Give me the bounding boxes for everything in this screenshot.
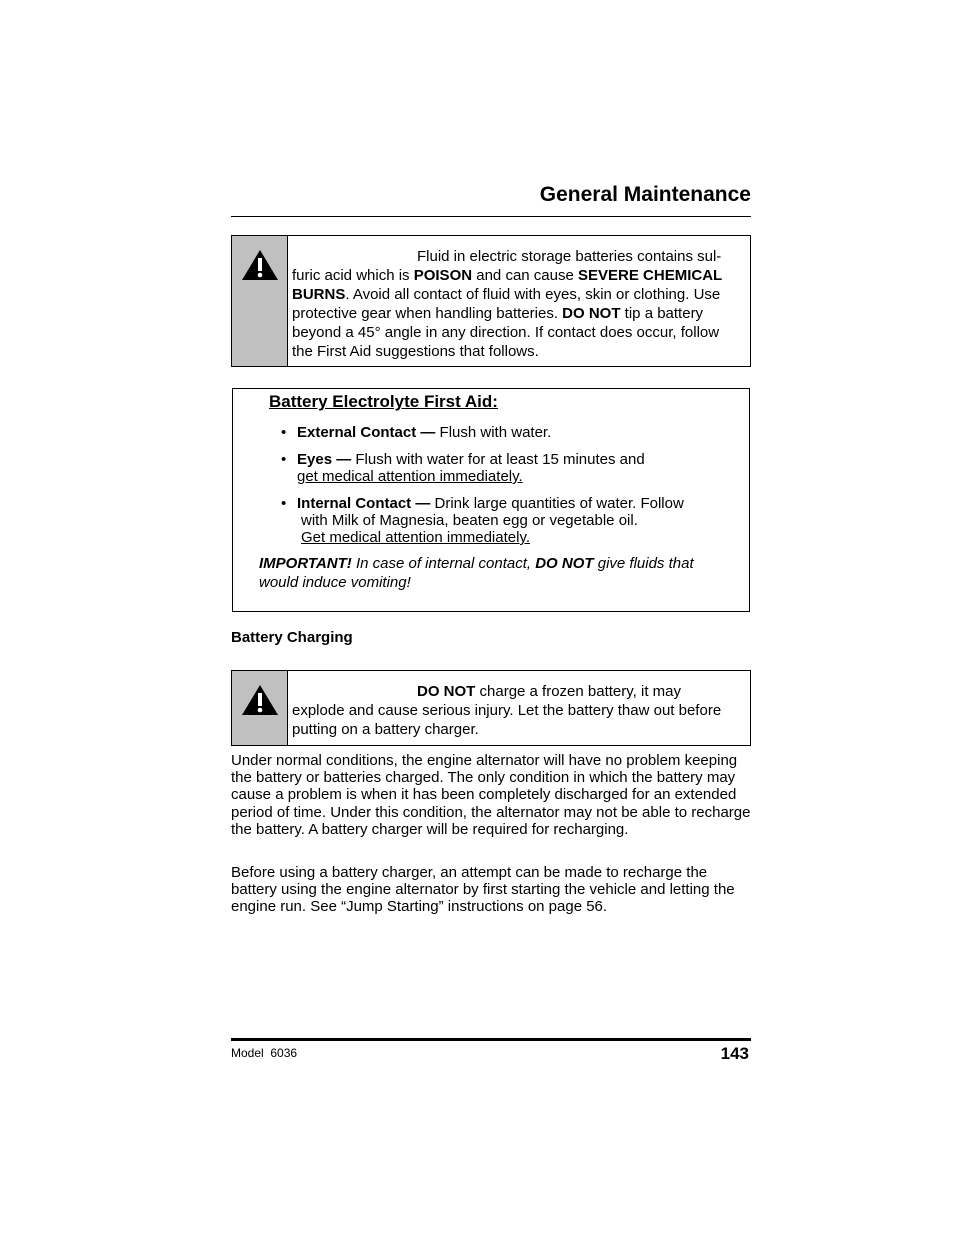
warning-text: Fluid in electric storage batteries contains sul- furic acid which is POISON and can cause SEVERE CHEMICAL BURNS. Avoid all contact of fluid with eyes, skin or clothing. Use protective gear when handling batteries. DO NOT tip a battery beyond a 45° angle in any direction. If contact does occur, follow the First Aid suggestions that follows.	[292, 248, 723, 360]
footer-rule	[231, 1038, 751, 1041]
warning-box-electrolyte	[231, 235, 751, 367]
warning-sidebar	[232, 236, 288, 366]
first-aid-title: Battery Electrolyte First Aid:	[269, 392, 498, 411]
page-number: 143	[720, 1044, 749, 1063]
first-aid-box	[232, 388, 750, 612]
section-title: General Maintenance	[539, 183, 751, 206]
warning-triangle-icon	[240, 248, 280, 282]
important-note: IMPORTANT! In case of internal contact, DO NOT give fluids that would induce vomiting!	[259, 555, 694, 591]
warning-box-frozen-battery	[231, 670, 751, 746]
list-item: • Internal Contact — Drink large quantities of water. Follow with Milk of Magnesia, beaten egg or vegetable oil. Get medical attention immediately.	[281, 495, 684, 546]
warning-triangle-icon	[240, 683, 280, 717]
paragraph-charger: Before using a battery charger, an attempt can be made to recharge the battery using the engine alternator by first starting the vehicle and letting the engine run. See “Jump Starting” instructions on page 56.	[231, 864, 735, 916]
warning-text: DO NOT charge a frozen battery, it may explode and cause serious injury. Let the battery thaw out before putting on a battery charger.	[292, 683, 722, 738]
warning-sidebar	[232, 671, 288, 745]
title-rule	[231, 216, 751, 217]
footer-model: Model 6036	[231, 1046, 298, 1060]
paragraph-alternator: Under normal conditions, the engine alternator will have no problem keeping the battery or batteries charged. The only condition in which the battery may cause a problem is when it has been completely discharged for an extended period of time. Under this condition, the alternator may not be able to recharge the battery. A battery charger will be required for recharging.	[231, 752, 751, 838]
battery-charging-heading: Battery Charging	[231, 629, 353, 646]
list-item: • Eyes — Flush with water for at least 15 minutes and get medical attention immediately.	[281, 451, 645, 485]
list-item: • External Contact — Flush with water.	[281, 424, 552, 441]
poison-emphasis: POISON	[413, 267, 473, 284]
